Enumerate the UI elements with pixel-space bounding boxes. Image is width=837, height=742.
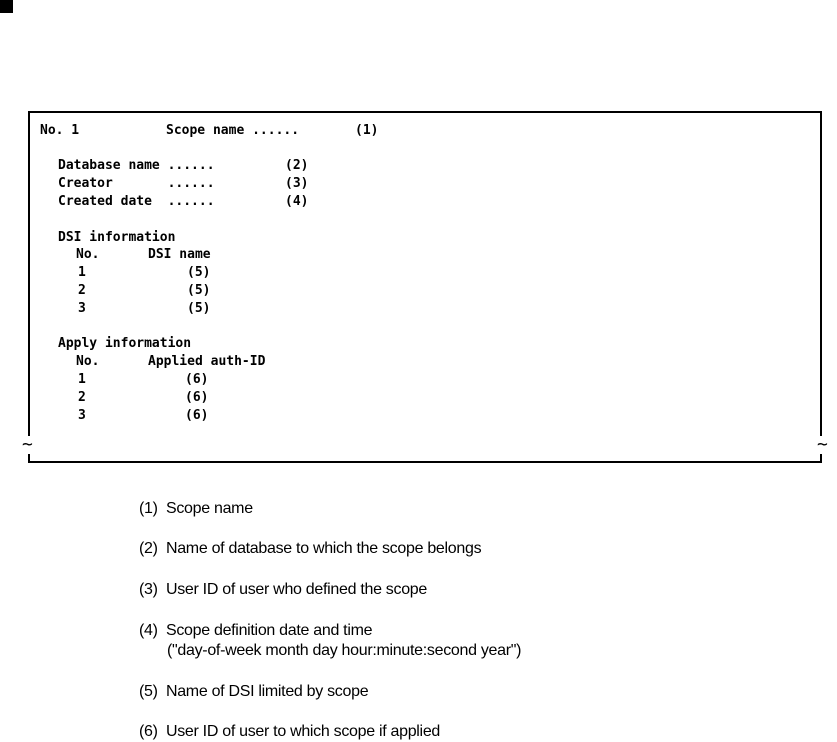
- legend-text: Scope name: [165, 500, 253, 517]
- dsi-row-ref: (5): [187, 283, 211, 298]
- legend-item: [139, 682, 368, 702]
- legend-item: [139, 621, 372, 641]
- dsi-row-no: 1: [78, 265, 86, 280]
- legend-text: User ID of user who defined the scope: [165, 581, 428, 598]
- legend-item: [139, 580, 427, 600]
- apply-row-no: 2: [78, 390, 86, 405]
- scope-name-ref: (1): [355, 123, 379, 138]
- dsi-col-no: No.: [76, 247, 100, 262]
- creator-ref: (3): [285, 176, 309, 191]
- legend-number: (6): [139, 723, 158, 740]
- apply-col-no: No.: [76, 354, 100, 369]
- dsi-col-name: DSI name: [148, 247, 211, 262]
- dsi-row-ref: (5): [187, 301, 211, 316]
- database-name-label: Database name ......: [58, 158, 215, 173]
- break-mark-left: ~: [22, 434, 33, 455]
- legend-number: (3): [139, 581, 158, 598]
- creator-label: Creator ......: [58, 176, 215, 191]
- apply-row-ref: (6): [185, 372, 209, 387]
- corner-marker: [0, 0, 13, 13]
- legend-text: Name of DSI limited by scope: [165, 683, 369, 700]
- created-date-ref: (4): [285, 194, 309, 209]
- legend-item-4-detail: ("day-of-week month day hour:minute:second year"): [167, 642, 522, 659]
- legend-text: Scope definition date and time: [165, 622, 373, 639]
- break-mark-right: ~: [817, 434, 828, 455]
- dsi-row-no: 3: [78, 301, 86, 316]
- legend-number: (4): [139, 622, 158, 639]
- legend-item: [139, 722, 440, 742]
- database-name-ref: (2): [285, 158, 309, 173]
- dsi-row-no: 2: [78, 283, 86, 298]
- legend-number: (5): [139, 683, 158, 700]
- apply-row-ref: (6): [185, 390, 209, 405]
- legend-number: (2): [139, 540, 158, 557]
- legend-text: Name of database to which the scope belongs: [165, 540, 482, 557]
- legend-item: [139, 499, 253, 519]
- apply-row-no: 3: [78, 408, 86, 423]
- apply-col-name: Applied auth-ID: [148, 354, 266, 369]
- apply-row-ref: (6): [185, 408, 209, 423]
- apply-info-heading: Apply information: [58, 336, 192, 351]
- created-date-label: Created date ......: [58, 194, 215, 209]
- header-number: No. 1: [40, 123, 80, 138]
- apply-row-no: 1: [78, 372, 86, 387]
- legend-number: (1): [139, 500, 158, 517]
- scope-name-label: Scope name ......: [166, 123, 300, 138]
- legend-text: User ID of user to which scope if applied: [165, 723, 441, 740]
- dsi-row-ref: (5): [187, 265, 211, 280]
- legend-item: [139, 539, 481, 559]
- dsi-info-heading: DSI information: [58, 230, 176, 245]
